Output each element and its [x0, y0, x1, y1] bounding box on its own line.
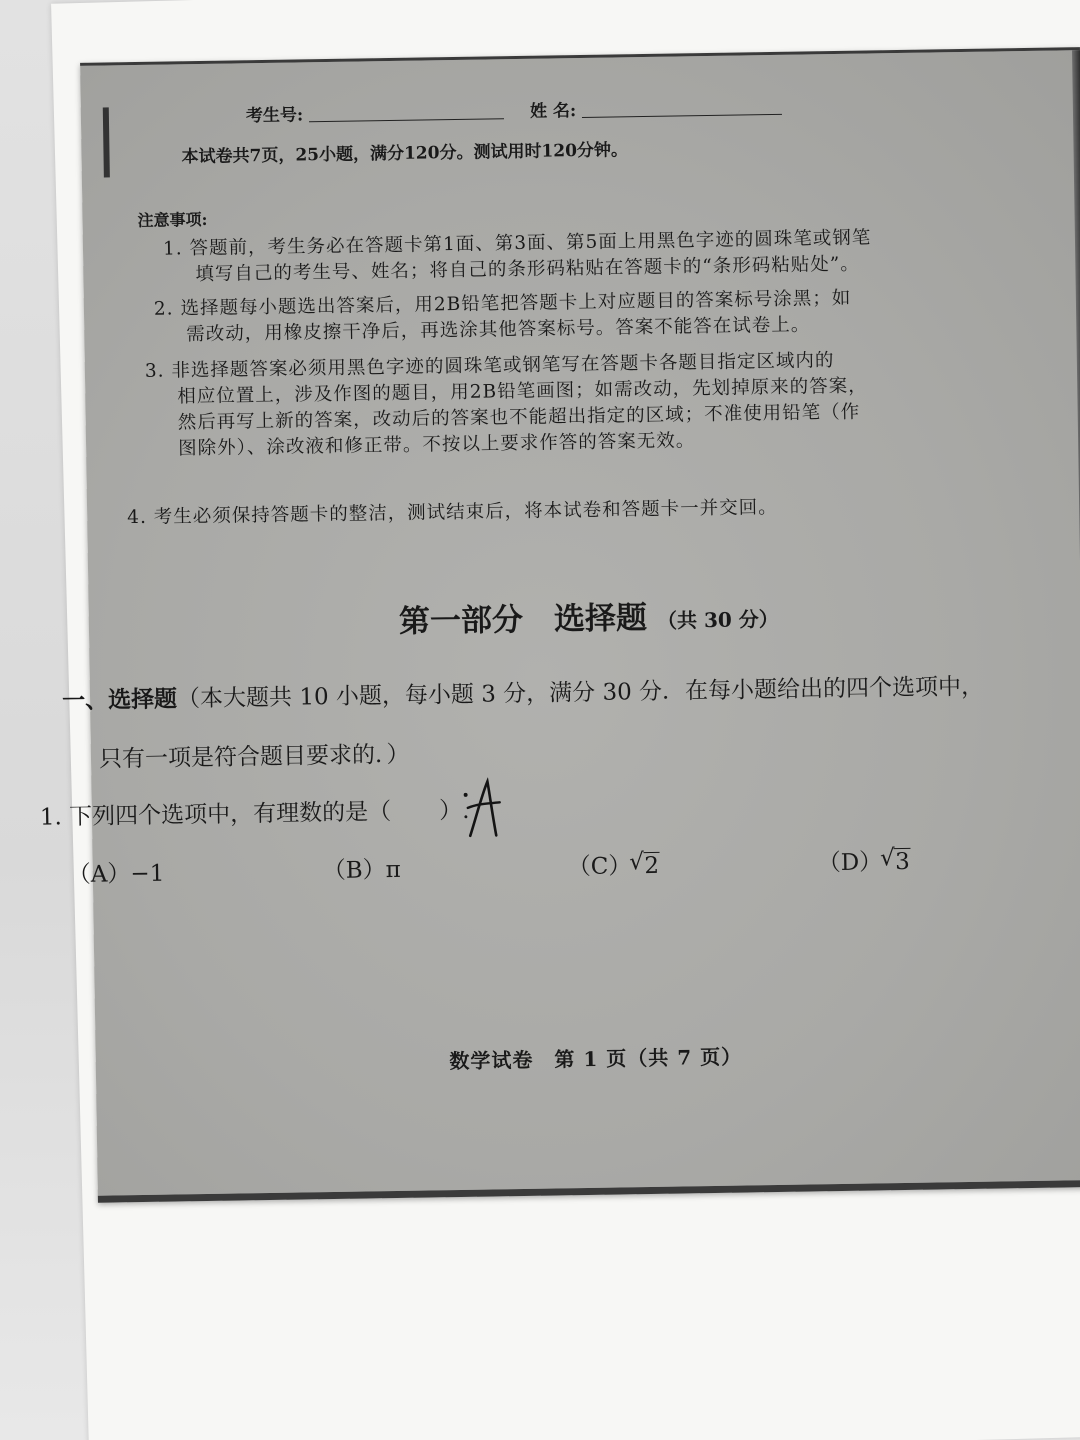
option-label: （C）: [567, 853, 632, 881]
exam-number-blank: [309, 118, 504, 122]
page-edge-mark: [103, 107, 110, 177]
question-1: [40, 792, 470, 832]
handwritten-answer-mark: [463, 777, 504, 840]
option-value: −1: [130, 860, 165, 888]
section-description: （本大题共 10 小题，每小题 3 分，满分 30 分．在每小题给出的四个选项中，: [176, 673, 985, 713]
option-c: [567, 847, 660, 881]
note-text: 答题前，考生务必在答题卡第1面、第3面、第5面上用黑色字迹的圆珠笔或钢笔: [189, 227, 872, 260]
note-number: 4.: [127, 506, 148, 529]
note-number: 1.: [162, 238, 183, 260]
note-item-1: [163, 225, 872, 288]
part-title-points: （共 30 分）: [656, 606, 779, 633]
section-description-cont: 只有一项是符合题目要求的．）: [98, 741, 410, 773]
sqrt-symbol: [894, 848, 911, 875]
option-b: [322, 851, 401, 885]
page-footer: 数学试卷 第 1 页（共 7 页）: [449, 1044, 743, 1074]
note-text-cont: 图除外）、涂改液和修正带。不按以上要求作答的答案无效。: [177, 430, 696, 460]
answer-blank: [391, 818, 439, 819]
option-value: 2: [644, 852, 660, 880]
note-text: 选择题每小题选出答案后，用2B铅笔把答题卡上对应题目的答案标号涂黑；如: [180, 287, 852, 320]
part-one-title: [89, 585, 1080, 646]
note-text: 非选择题答案必须用黑色字迹的圆珠笔或钢笔写在答题卡各题目指定区域内的: [171, 350, 835, 382]
exam-summary: 本试卷共7页，25小题，满分120分。测试用时120分钟。: [181, 140, 629, 168]
exam-page: [39, 47, 1080, 1203]
exam-number-label: 考生号:: [245, 105, 304, 127]
note-item-2: [154, 286, 852, 349]
option-d: [817, 843, 911, 877]
note-item-3: [145, 348, 869, 463]
note-text-cont: 然后再写上新的答案，改动后的答案也不能超出指定的区域；不准使用铅笔（作: [177, 401, 861, 434]
name-label: 姓 名:: [529, 101, 577, 122]
section-heading: [62, 668, 984, 715]
note-number: 3.: [144, 360, 165, 382]
option-label: （A）: [67, 861, 131, 889]
option-a: [68, 855, 165, 890]
question-text-end: ）.: [438, 797, 470, 825]
sqrt-symbol: [643, 852, 660, 879]
note-text-cont: 需改动，用橡皮擦干净后，再选涂其他答案标号。答案不能答在试卷上。: [186, 314, 811, 346]
question-text: 1. 下列四个选项中，有理数的是（: [39, 799, 392, 831]
option-label: （B）: [322, 857, 386, 885]
option-value: π: [385, 856, 402, 884]
note-text: 考生必须保持答题卡的整洁，测试结束后，将本试卷和答题卡一并交回。: [153, 496, 778, 528]
exam-header: [246, 93, 783, 126]
section-heading-label: 一、选择题: [61, 685, 178, 715]
note-item-4: [127, 495, 778, 531]
option-value: 3: [894, 848, 911, 876]
note-text-cont: 填写自己的考生号、姓名；将自己的条形码粘贴在答题卡的“条形码粘贴处”。: [195, 253, 860, 286]
part-title-text: 第一部分 选择题: [398, 600, 648, 640]
option-label: （D）: [817, 849, 883, 877]
note-text-cont: 相应位置上，涉及作图的题目，用2B铅笔画图；如需改动，先划掉原来的答案，: [177, 375, 868, 408]
name-blank: [582, 114, 782, 118]
notes-title: 注意事项:: [137, 209, 208, 230]
note-number: 2.: [153, 298, 174, 320]
